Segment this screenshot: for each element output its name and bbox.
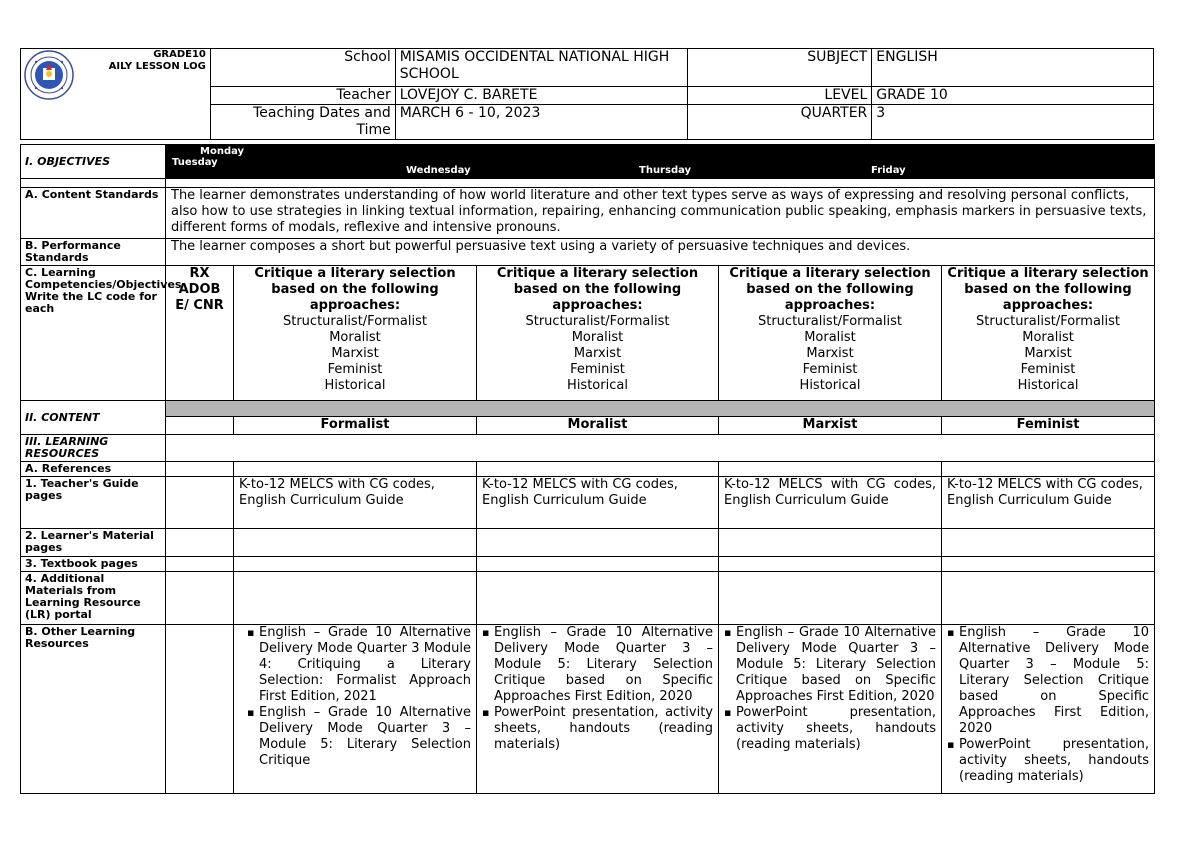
approach-item: Historical bbox=[799, 378, 861, 393]
approach-item: Structuralist/Formalist bbox=[757, 314, 902, 329]
subject-label: SUBJECT bbox=[688, 49, 872, 87]
teachers-guide-tuesday: K-to-12 MELCS with CG codes, English Curriculum Guide bbox=[234, 477, 477, 529]
critique-title: Critique a literary selection based on the following approaches: bbox=[729, 266, 931, 313]
approach-item: Marxist bbox=[573, 346, 622, 361]
approach-item: Moralist bbox=[804, 330, 856, 345]
day-thursday: Thursday bbox=[639, 165, 692, 176]
resource-item: ▪ English – Grade 10 Alternative Delivery Mode Quarter 3 – Module 5: Literary Selection Critique bbox=[259, 705, 471, 769]
approach-item: Marxist bbox=[331, 346, 379, 361]
competency-wednesday bbox=[477, 266, 719, 401]
textbook-label: 3. Textbook pages bbox=[21, 557, 166, 572]
teacher-value: LOVEJOY C. BARETE bbox=[395, 87, 688, 105]
topic-tuesday: Formalist bbox=[234, 417, 477, 435]
approach-item: Structuralist/Formalist bbox=[525, 314, 670, 329]
quarter-value: 3 bbox=[872, 105, 1154, 140]
day-friday: Friday bbox=[871, 165, 906, 176]
competency-friday bbox=[942, 266, 1155, 401]
competency-thursday bbox=[719, 266, 942, 401]
resource-item: ▪ PowerPoint presentation, activity sheets, handouts (reading materials) bbox=[736, 705, 936, 753]
approach-item: Structuralist/Formalist bbox=[282, 314, 427, 329]
content-title: II. CONTENT bbox=[21, 401, 166, 435]
level-value: GRADE 10 bbox=[872, 87, 1154, 105]
approach-item: Structuralist/Formalist bbox=[976, 314, 1121, 329]
content-standards-text: The learner demonstrates understanding of how world literature and other text types serve as ways of expressing and resolving personal conflicts, also how to use strategies in linking textual information, repairing, enhancing communication public speaking, emphasis markers in persuasive texts, different forms of modals, reflexive and intensive pronouns. bbox=[166, 188, 1155, 239]
approach-item: Feminist bbox=[802, 362, 858, 377]
lesson-log-table bbox=[20, 144, 1155, 794]
topic-thursday: Marxist bbox=[719, 417, 942, 435]
teachers-guide-wednesday: K-to-12 MELCS with CG codes, English Curriculum Guide bbox=[477, 477, 719, 529]
other-resources-friday bbox=[942, 625, 1155, 794]
approach-item: Marxist bbox=[806, 346, 854, 361]
approach-item: Marxist bbox=[1024, 346, 1072, 361]
day-monday: Monday bbox=[200, 146, 245, 157]
school-value: MISAMIS OCCIDENTAL NATIONAL HIGH SCHOOL bbox=[395, 49, 688, 87]
approach-item: Feminist bbox=[327, 362, 383, 377]
approach-item: Moralist bbox=[329, 330, 381, 345]
competencies-label: C. Learning Competencies/Objectives Write the LC code for each bbox=[21, 266, 166, 401]
topic-friday: Feminist bbox=[942, 417, 1155, 435]
resource-item: ▪ PowerPoint presentation, activity sheets, handouts (reading materials) bbox=[959, 737, 1149, 785]
resource-item: ▪ English – Grade 10 Alternative Delivery Mode Quarter 3 – Module 5: Literary Selection Critique based on Specific Approaches First Edition, 2020 bbox=[736, 625, 936, 705]
approach-item: Feminist bbox=[570, 362, 625, 377]
approach-item: Feminist bbox=[1020, 362, 1076, 377]
teachers-guide-label: 1. Teacher's Guide pages bbox=[21, 477, 166, 529]
content-standards-label: A. Content Standards bbox=[21, 188, 166, 239]
resource-item: ▪ English – Grade 10 Alternative Delivery Mode Quarter 3 – Module 5: Literary Selection Critique based on Specific Approaches First Edition, 2020 bbox=[959, 625, 1149, 737]
subject-value: ENGLISH bbox=[872, 49, 1154, 87]
critique-title: Critique a literary selection based on the following approaches: bbox=[947, 266, 1149, 313]
other-resources-tuesday bbox=[234, 625, 477, 794]
topic-wednesday: Moralist bbox=[477, 417, 719, 435]
approach-item: Historical bbox=[324, 378, 386, 393]
log-title: AILY LESSON LOG bbox=[108, 61, 206, 72]
resource-item: ▪ English – Grade 10 Alternative Delivery Mode Quarter 3 Module 4: Critiquing a Literary Selection: Formalist Approach First Edition, 2021 bbox=[259, 625, 471, 705]
resource-item: ▪ PowerPoint presentation, activity sheets, handouts (reading materials) bbox=[494, 705, 713, 753]
performance-text: The learner composes a short but powerful persuasive text using a variety of persuasive techniques and devices. bbox=[166, 239, 1155, 266]
approach-item: Moralist bbox=[571, 330, 624, 345]
dates-value: MARCH 6 - 10, 2023 bbox=[395, 105, 688, 140]
references-label: A. References bbox=[21, 462, 166, 477]
resource-item: ▪ English – Grade 10 Alternative Delivery Mode Quarter 3 – Module 5: Literary Selection Critique based on Specific Approaches First Edition, 2020 bbox=[494, 625, 713, 705]
days-header bbox=[166, 145, 1155, 179]
day-wednesday: Wednesday bbox=[406, 165, 471, 176]
teachers-guide-friday: K-to-12 MELCS with CG codes, English Curriculum Guide bbox=[942, 477, 1155, 529]
level-label: LEVEL bbox=[688, 87, 872, 105]
learners-material-label: 2. Learner's Material pages bbox=[21, 529, 166, 557]
quarter-label: QUARTER bbox=[688, 105, 872, 140]
performance-label: B. Performance Standards bbox=[21, 239, 166, 266]
school-label: School bbox=[210, 49, 395, 87]
header-logo-cell bbox=[21, 49, 211, 140]
other-resources-thursday bbox=[719, 625, 942, 794]
critique-title: Critique a literary selection based on the following approaches: bbox=[496, 266, 699, 313]
day-tuesday: Tuesday bbox=[172, 157, 218, 168]
approach-item: Moralist bbox=[1022, 330, 1074, 345]
dates-label: Teaching Dates and Time bbox=[210, 105, 395, 140]
critique-title: Critique a literary selection based on the following approaches: bbox=[254, 266, 456, 313]
other-resources-label: B. Other Learning Resources bbox=[21, 625, 166, 794]
additional-materials-label: 4. Additional Materials from Learning Resource (LR) portal bbox=[21, 572, 166, 625]
approach-item: Historical bbox=[1017, 378, 1079, 393]
teachers-guide-thursday: K-to-12 MELCS with CG codes, English Curriculum Guide bbox=[719, 477, 942, 529]
teacher-label: Teacher bbox=[210, 87, 395, 105]
grade-line: GRADE10 bbox=[153, 49, 206, 60]
resources-title: III. LEARNING RESOURCES bbox=[21, 435, 166, 462]
other-resources-wednesday bbox=[477, 625, 719, 794]
approach-item: Historical bbox=[567, 378, 628, 393]
header-table bbox=[20, 48, 1154, 140]
objectives-title: I. OBJECTIVES bbox=[21, 145, 166, 179]
rx-code: RX ADOB E/ CNR bbox=[166, 266, 234, 401]
competency-tuesday bbox=[234, 266, 477, 401]
